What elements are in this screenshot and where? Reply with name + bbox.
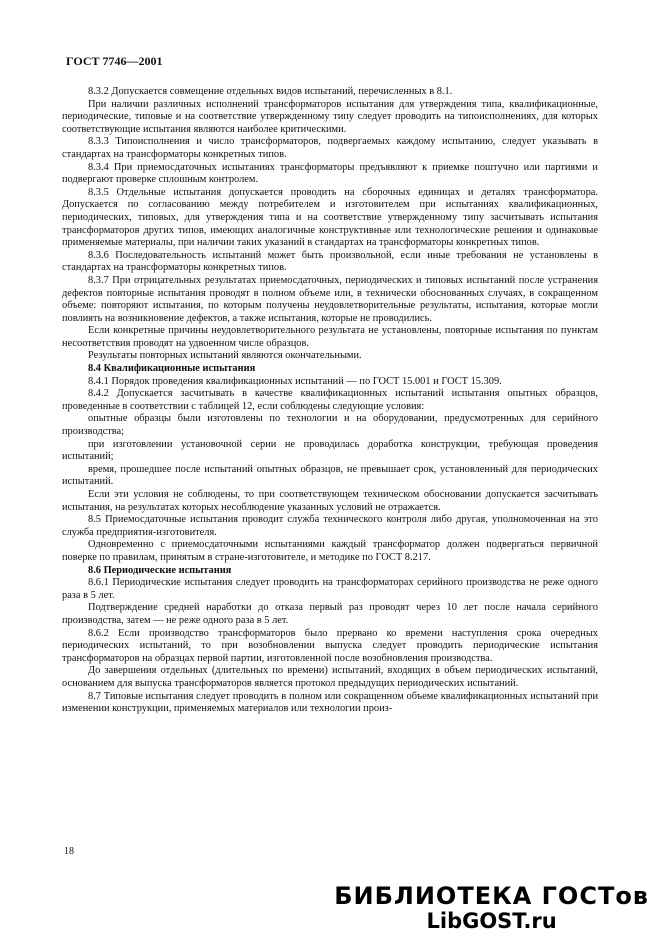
paragraph: 8.4.1 Порядок проведения квалификационных испытаний — по ГОСТ 15.001 и ГОСТ 15.309. (88, 375, 502, 387)
paragraph: время, прошедшее после испытаний опытных образцов, не превышает срок, установленный для периодических испытаний. (62, 463, 598, 488)
page-number: 18 (64, 846, 74, 857)
section-heading-8-4: 8.4 Квалификационные испытания (88, 363, 256, 375)
document-header: ГОСТ 7746—2001 (66, 54, 163, 68)
paragraph: Результаты повторных испытаний являются окончательными. (88, 350, 362, 362)
paragraph: 8.6.1 Периодические испытания следует проводить на трансформаторах серийного производства не реже одного раза в 5 лет. (62, 577, 598, 601)
paragraph: 8.3.6 Последовательность испытаний может быть произвольной, если иные требования не установлены в стандартах на трансформаторы конкретных типов. (62, 249, 598, 274)
paragraph: при изготовлении установочной серии не проводилась доработка конструкции, требующая проведения испытаний; (62, 438, 598, 463)
paragraph: Если конкретные причины неудовлетворительного результата не установлены, повторные испытания по пунктам несоответствия проводят на удвоенном числе образцов. (62, 325, 598, 349)
paragraph: 8.7 Типовые испытания следует проводить в полном или сокращенном объеме квалификационных испытаний при изменении конструкции, применяемых материалов или технологии произ- (62, 690, 598, 715)
paragraph: 8.3.4 При приемосдаточных испытаниях трансформаторы предъявляют к приемке поштучно или партиями и подвергают проверке сплошным контролем. (62, 161, 598, 186)
paragraph: опытные образцы были изготовлены по технологии и на оборудовании, предусмотренных для серийного производства; (62, 413, 598, 438)
paragraph: Если эти условия не соблюдены, то при соответствующем техническом обосновании допускается засчитывать испытания, на результатах которых несоблюдение указанных условий не отражается. (62, 489, 598, 513)
paragraph: Одновременно с приемосдаточными испытаниями каждый трансформатор должен подвергаться первичной поверке по правилам, принятым в стране-изготовителе, и методике по ГОСТ 8.217. (62, 539, 598, 563)
paragraph: До завершения отдельных (длительных по времени) испытаний, входящих в объем периодических испытаний, основанием для выпуска трансформаторов является протокол предыдущих периодических испытаний. (62, 665, 598, 689)
watermark-title: БИБЛИОТЕКА ГОСТов (334, 882, 649, 910)
paragraph: 8.4.2 Допускается засчитывать в качестве квалификационных испытаний испытания опытных образцов, проведенные в соответствии с таблицей 12, если соблюдены следующие условия: (62, 388, 598, 412)
paragraph: 8.3.7 При отрицательных результатах приемосдаточных, периодических и типовых испытаний после устранения дефектов повторные испытания проводят в полном объеме или, в технически обоснованных случаях, в сокращенном объеме: повторяют испытания, по которым получены неудовлетворительные результаты, испытания, которые могли повлиять на возникновение дефектов, а также испытания, которые не проводились. (62, 274, 598, 324)
watermark-site: LibGOST.ru (426, 909, 557, 933)
paragraph: 8.6.2 Если производство трансформаторов было прервано ко времени наступления срока очередных периодических испытаний, то при возобновлении выпуска следует проводить периодические испытания трансформаторов на образцах первой партии, изготовленной после возобновления производства. (62, 627, 598, 664)
paragraph: 8.3.2 Допускается совмещение отдельных видов испытаний, перечисленных в 8.1. (88, 86, 453, 97)
document-body (62, 86, 598, 716)
paragraph: 8.3.5 Отдельные испытания допускается проводить на сборочных единицах и деталях трансформатора. Допускается по согласованию между потребителем и изготовителем при испытаниях квалификационных, периодических, типовых, для утверждения типа и на соответствие утвержденному типу засчитывать испытания трансформаторов других типов, имеющих аналогичные конструктивные или технологические решения и одинаковые применяемые материалы, при наличии таких указаний в стандартах на трансформаторы конкретных типов. (62, 186, 598, 249)
paragraph: При наличии различных исполнений трансформаторов испытания для утверждения типа, квалификационные, периодические, типовые и на соответствие утвержденному типу следует проводить на типоисполнениях, для которых соответствующие испытания являются наиболее критическими. (62, 98, 598, 135)
watermark (334, 882, 649, 932)
section-heading-8-6: 8.6 Периодические испытания (88, 564, 232, 576)
paragraph: 8.3.3 Типоисполнения и число трансформаторов, подвергаемых каждому испытанию, следует указывать в стандартах на трансформаторы конкретных типов. (62, 136, 598, 160)
paragraph: 8.5 Приемосдаточные испытания проводит служба технического контроля либо другая, уполномоченная на это служба предприятия-изготовителя. (62, 514, 598, 538)
paragraph: Подтверждение средней наработки до отказа первый раз проводят через 10 лет после начала серийного производства, затем — не реже одного раза в 5 лет. (62, 602, 598, 626)
